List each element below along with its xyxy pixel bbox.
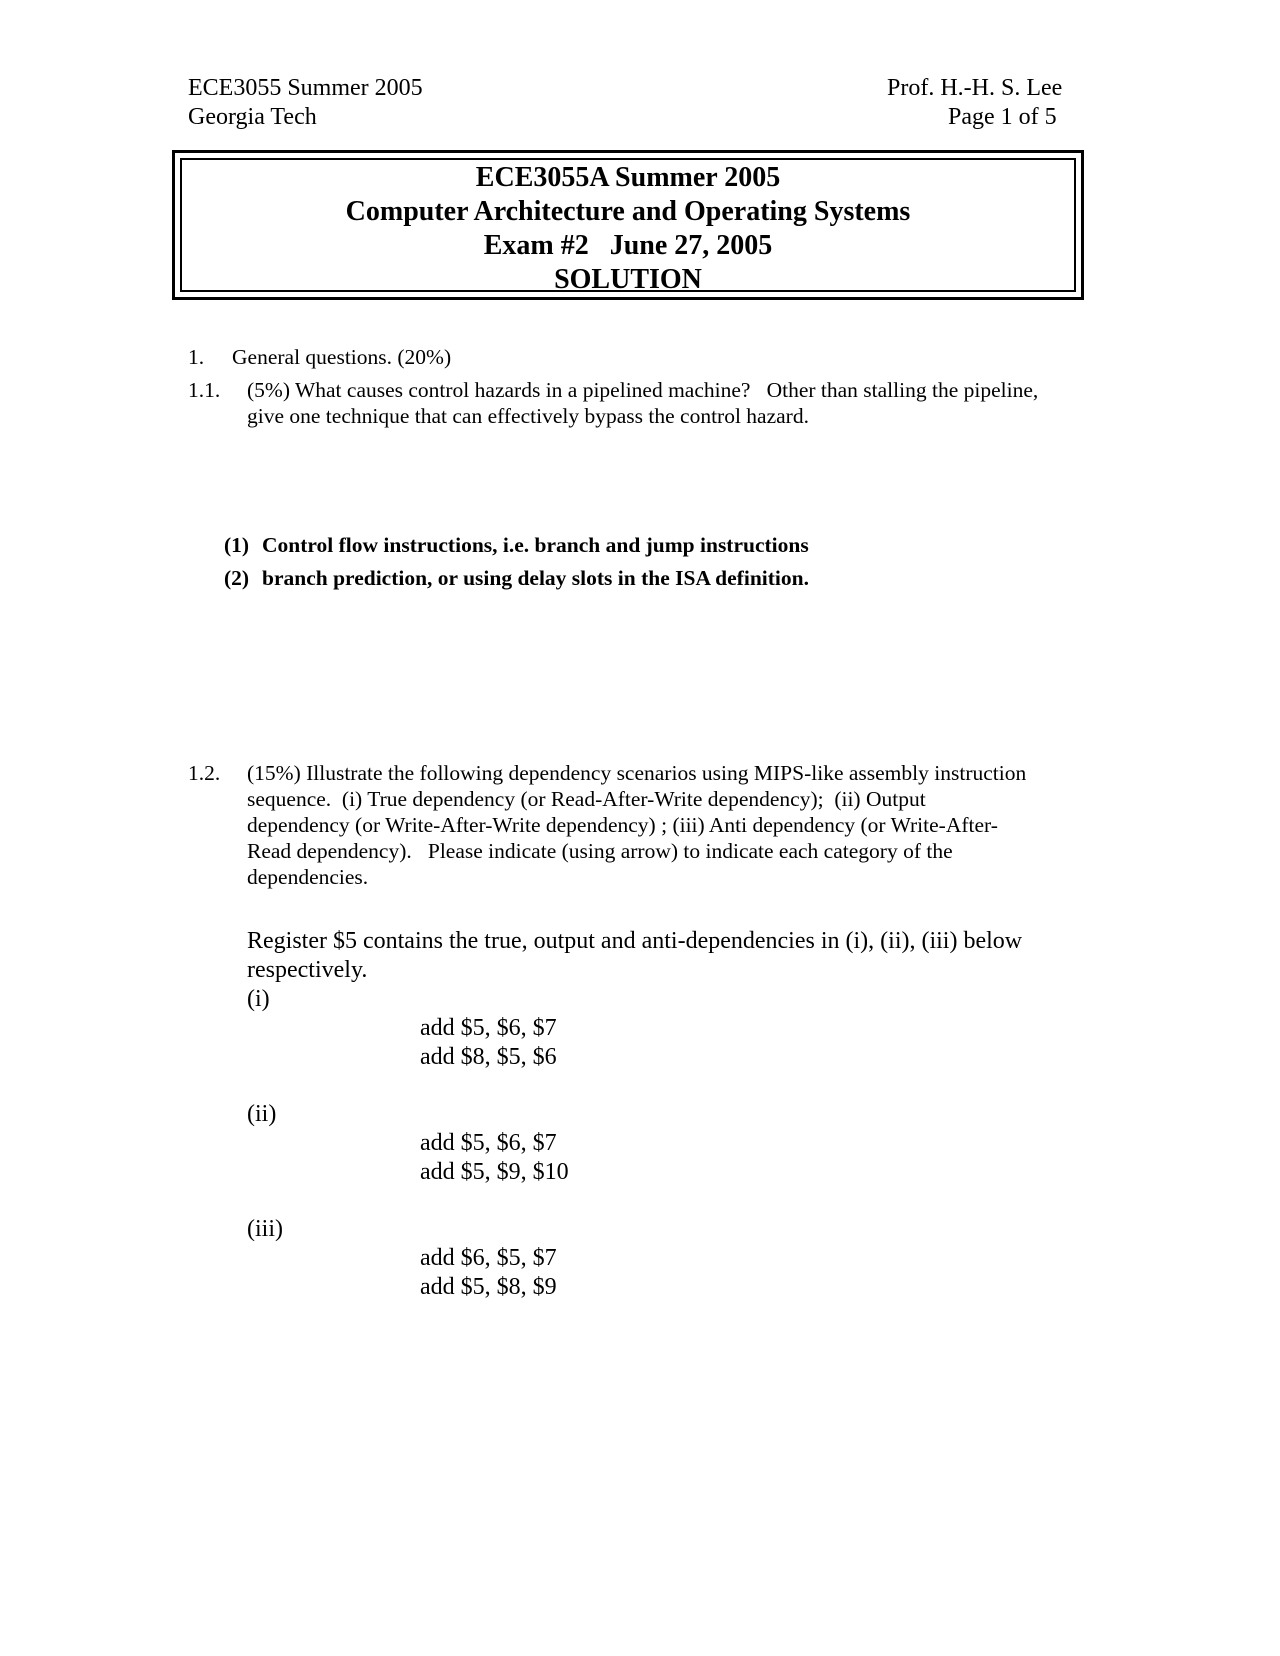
question-1-2-text-line3: dependency (or Write-After-Write dependency) ; (iii) Anti dependency (or Write-After- [247,813,998,837]
answer-2-text: branch prediction, or using delay slots in the ISA definition. [262,566,809,590]
case-instruction: add $5, $6, $7 [420,1130,557,1156]
course-header: ECE3055 Summer 2005 [188,75,423,101]
exam-subject-title: Computer Architecture and Operating Systems [345,196,911,227]
case-label: (i) [247,986,270,1012]
case-instruction: add $8, $5, $6 [420,1044,557,1070]
question-1-2-text-line1: (15%) Illustrate the following dependency scenarios using MIPS-like assembly instruction [247,761,1027,785]
exam-number-date: Exam #2 June 27, 2005 [483,230,773,261]
professor-header: Prof. H.-H. S. Lee [887,75,1063,101]
exam-course-title: ECE3055A Summer 2005 [475,162,781,193]
answer-intro-line2: respectively. [247,957,368,983]
section-number: 1. [188,345,205,369]
case-instruction: add $5, $9, $10 [420,1159,569,1185]
answer-2-marker: (2) [224,566,250,590]
question-1-1-text-line1: (5%) What causes control hazards in a pipelined machine? Other than stalling the pipeline, [247,378,1039,402]
case-instruction: add $6, $5, $7 [420,1245,557,1271]
school-header: Georgia Tech [188,104,317,130]
question-1-1-number: 1.1. [188,378,221,402]
solution-label: SOLUTION [554,264,702,295]
answer-1-text: Control flow instructions, i.e. branch and jump instructions [262,533,809,557]
case-instruction: add $5, $6, $7 [420,1015,557,1041]
case-instruction: add $5, $8, $9 [420,1274,557,1300]
case-label: (iii) [247,1216,283,1242]
question-1-2-text-line5: dependencies. [247,865,369,889]
answer-1-marker: (1) [224,533,250,557]
title-box [172,150,1084,300]
section-title: General questions. (20%) [232,345,452,369]
question-1-1-text-line2: give one technique that can effectively bypass the control hazard. [247,404,809,428]
page-number: Page 1 of 5 [948,104,1057,130]
question-1-2-text-line4: Read dependency). Please indicate (using arrow) to indicate each category of the [247,839,953,863]
case-label: (ii) [247,1101,277,1127]
question-1-2-number: 1.2. [188,761,221,785]
question-1-2-text-line2: sequence. (i) True dependency (or Read-After-Write dependency); (ii) Output [247,787,926,811]
answer-intro-line1: Register $5 contains the true, output and anti-dependencies in (i), (ii), (iii) below [247,928,1023,954]
